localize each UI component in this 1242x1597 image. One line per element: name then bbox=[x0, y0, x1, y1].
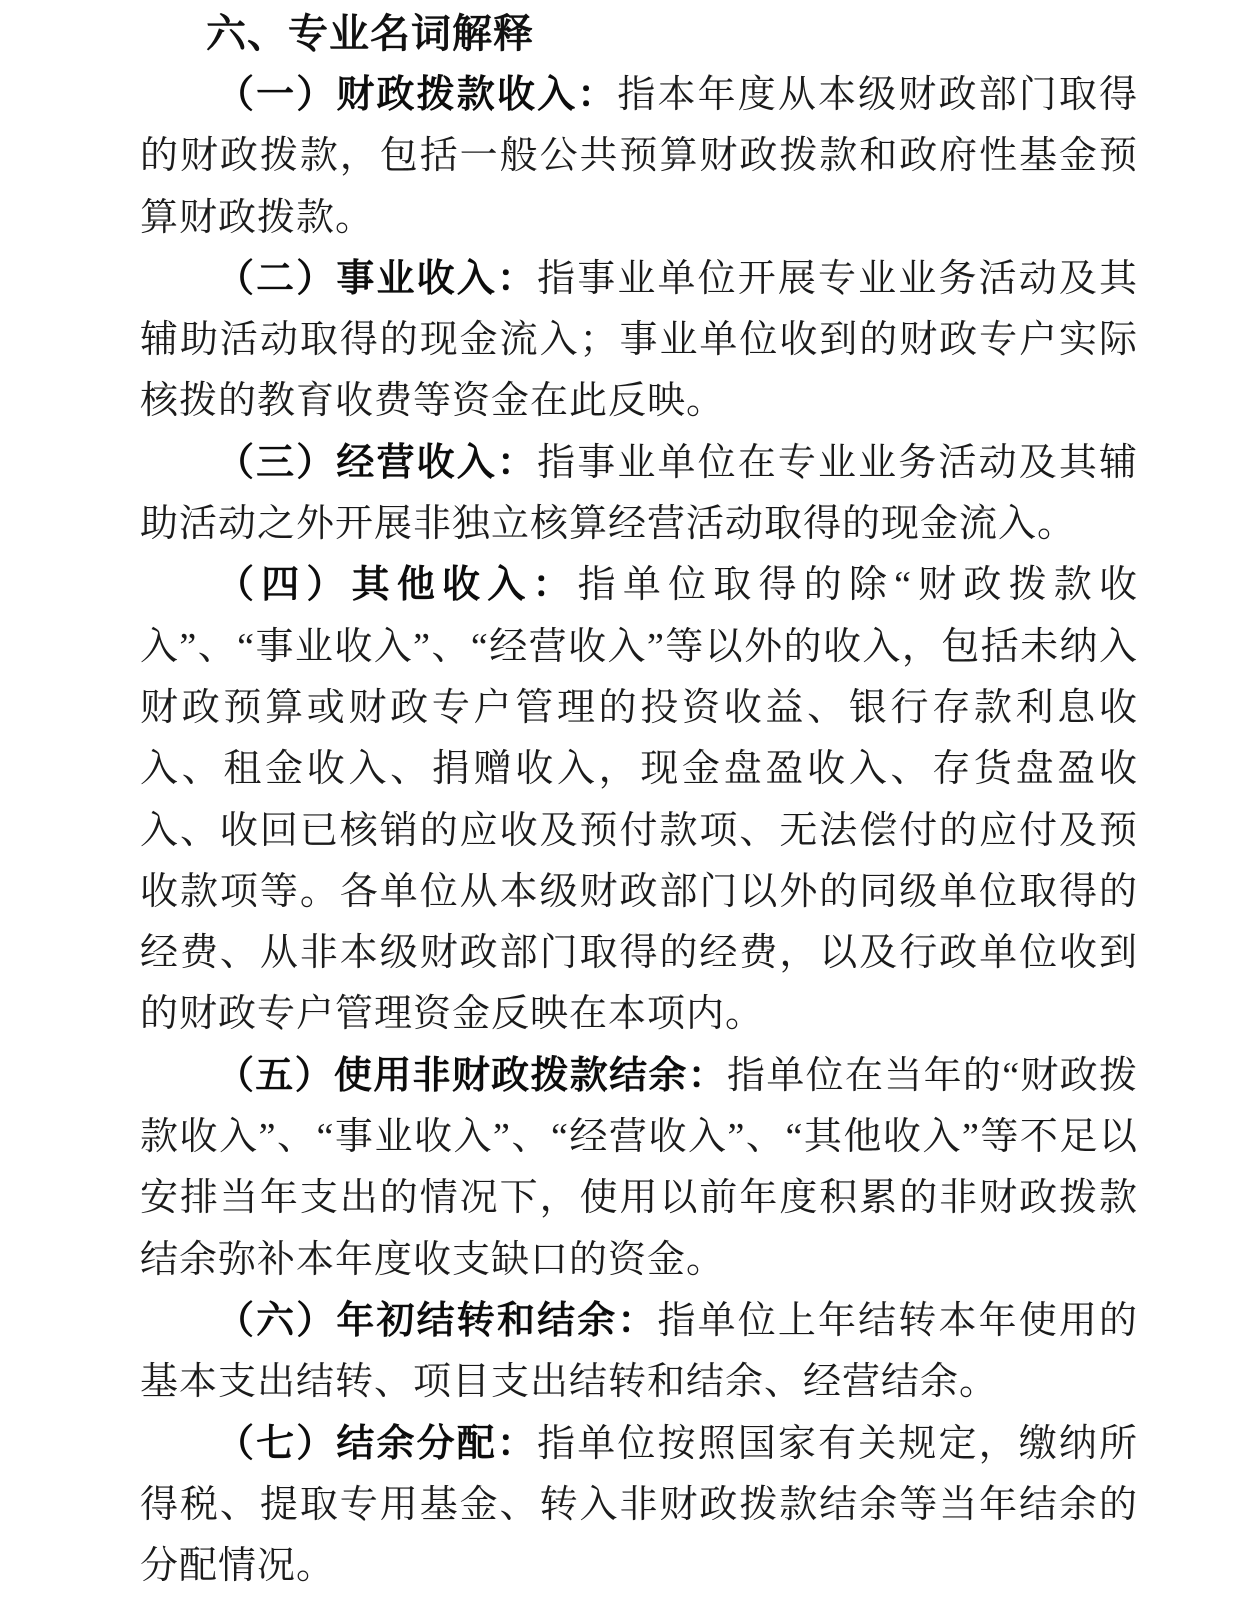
term-definition-3: 指事业单位在专业业务活动及其辅助活动之外开展非独立核算经营活动取得的现金流入。 bbox=[140, 441, 1138, 546]
term-label-7: （七）结余分配： bbox=[216, 1422, 538, 1465]
term-label-1: （一）财政拨款收入： bbox=[216, 74, 618, 116]
term-label-6: （六）年初结转和结余： bbox=[216, 1299, 658, 1342]
definition-paragraph-2 bbox=[140, 249, 1138, 433]
term-label-2: （二）事业收入： bbox=[216, 257, 538, 300]
term-label-4: （四）其他收入： bbox=[216, 564, 578, 607]
definition-paragraph-7 bbox=[140, 1414, 1138, 1597]
definition-paragraph-4 bbox=[140, 555, 1138, 1045]
term-definition-2: 指事业单位开展专业业务活动及其辅助活动取得的现金流入；事业单位收到的财政专户实际核拨的教育收费等资金在此反映。 bbox=[140, 257, 1138, 423]
term-definition-1: 指本年度从本级财政部门取得的财政拨款，包括一般公共预算财政拨款和政府性基金预算财政拨款。 bbox=[140, 74, 1138, 239]
section-title: 六、专业名词解释 bbox=[206, 12, 534, 56]
definition-paragraph-6 bbox=[140, 1291, 1138, 1414]
definition-paragraph-3 bbox=[140, 433, 1138, 556]
definition-paragraph-5 bbox=[140, 1046, 1138, 1291]
term-definition-6: 指单位上年结转本年使用的基本支出结转、项目支出结转和结余、经营结余。 bbox=[140, 1299, 1138, 1404]
term-label-3: （三）经营收入： bbox=[216, 441, 538, 484]
term-definition-5: 指单位在当年的“财政拨款收入”、“事业收入”、“经营收入”、“其他收入”等不足以安排当年支出的情况下，使用以前年度积累的非财政拨款结余弥补本年度收支缺口的资金。 bbox=[140, 1054, 1138, 1281]
term-definition-7: 指单位按照国家有关规定，缴纳所得税、提取专用基金、转入非财政拨款结余等当年结余的分配情况。 bbox=[140, 1422, 1138, 1588]
term-definition-4: 指单位取得的除“财政拨款收入”、“事业收入”、“经营收入”等以外的收入，包括未纳入财政预算或财政专户管理的投资收益、银行存款利息收入、租金收入、捐赠收入，现金盘盈收入、存货盘盈收入、收回已核销的应收及预付款项、无法偿付的应付及预收款项等。各单位从本级财政部门以外的同级单位取得的经费、从非本级财政部门取得的经费，以及行政单位收到的财政专户管理资金反映在本项内。 bbox=[140, 564, 1138, 1036]
term-label-5: （五）使用非财政拨款结余： bbox=[216, 1054, 728, 1097]
definition-paragraph-1 bbox=[140, 65, 1138, 249]
